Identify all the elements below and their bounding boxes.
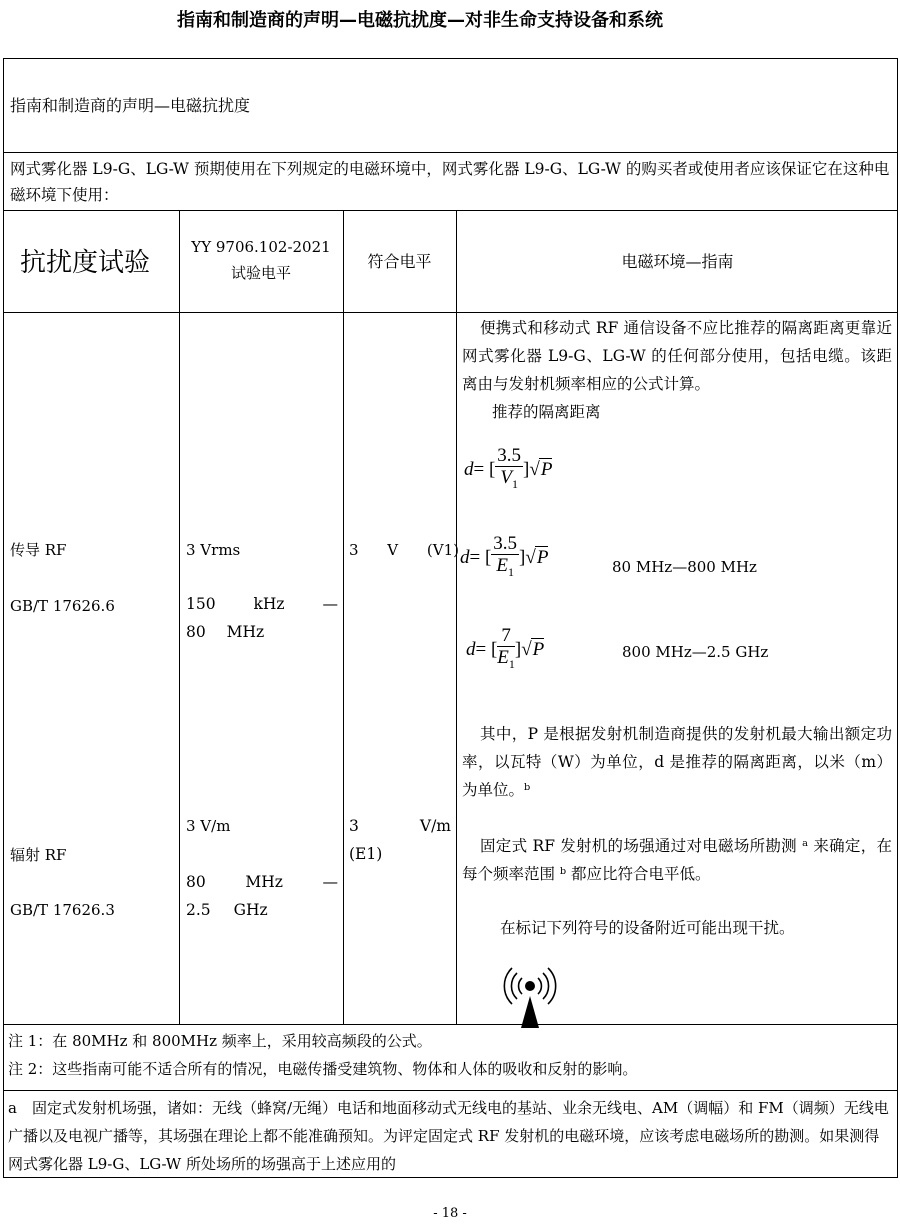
conducted-test-standard: GB/T 17626.6 [10, 597, 115, 615]
guidance-paragraph-5: 在标记下列符号的设备附近可能出现干扰。 [500, 919, 795, 937]
page-title: 指南和制造商的声明—电磁抗扰度—对非生命支持设备和系统 [177, 10, 663, 31]
radiated-compliance: 3 V/m (E1) [349, 817, 451, 863]
header-environment: 电磁环境—指南 [621, 252, 734, 271]
header-test: 抗扰度试验 [20, 248, 151, 278]
emc-table [3, 58, 898, 1178]
row-divider [3, 152, 898, 153]
formula-3-range: 800 MHz—2.5 GHz [622, 643, 769, 661]
column-divider [456, 210, 457, 1024]
conducted-level-value: 3 Vrms [186, 541, 241, 559]
note-1: 注 1：在 80MHz 和 800MHz 频率上，采用较高频段的公式。 [8, 1032, 432, 1050]
formula-1: d= [ $\frac{3.5}{V_1}$ ]√P [464, 445, 553, 491]
column-divider [343, 210, 344, 1024]
header-level: YY 9706.102-2021 试验电平 [191, 238, 331, 282]
row-divider [3, 1090, 898, 1091]
radiated-level-value: 3 V/m [186, 817, 231, 835]
guidance-paragraph-4: 固定式 RF 发射机的场强通过对电磁场所勘测 ᵃ 来确定，在每个频率范围 ᵇ 都应比符合电平低。 [462, 837, 892, 883]
table-caption: 指南和制造商的声明—电磁抗扰度 [10, 96, 251, 115]
note-2: 注 2：这些指南可能不适合所有的情况，电磁传播受建筑物、物体和人体的吸收和反射的影响。 [8, 1060, 638, 1078]
row-divider [3, 312, 898, 313]
intro-text: 网式雾化器 L9-G、LG-W 预期使用在下列规定的电磁环境中，网式雾化器 L9-G、LG-W 的购买者或使用者应该保证它在这种电磁环境下使用： [10, 160, 890, 204]
guidance-recommended-distance: 推荐的隔离距离 [492, 403, 601, 421]
row-divider [3, 1024, 898, 1025]
conducted-level-range: 150 kHz — 80 MHz [186, 595, 338, 641]
header-compliance: 符合电平 [367, 252, 432, 271]
column-divider [179, 210, 180, 1024]
conducted-compliance: 3 V (V1) [349, 541, 459, 559]
formula-2-range: 80 MHz—800 MHz [612, 558, 757, 576]
guidance-paragraph-1: 便携式和移动式 RF 通信设备不应比推荐的隔离距离更靠近网式雾化器 L9-G、LG-W 的任何部分使用，包括电缆。该距离由与发射机频率相应的公式计算。 [462, 319, 892, 393]
formula-3: d= [ $\frac{7}{E_1}$ ]√P [466, 625, 545, 671]
conducted-test-name: 传导 RF [10, 541, 67, 559]
page-number: - 18 - [433, 1206, 467, 1221]
non-ionizing-radiation-icon [496, 962, 564, 1030]
radiated-test-standard: GB/T 17626.3 [10, 901, 115, 919]
radiated-level-range: 80 MHz — 2.5 GHz [186, 873, 338, 919]
footnote-a: a 固定式发射机场强，诸如：无线（蜂窝/无绳）电话和地面移动式无线电的基站、业余无线电、AM（调幅）和 FM（调频）无线电广播以及电视广播等，其场强在理论上都不能准确预知。为评定固定式 RF 发射机的电磁环境，应该考虑电磁场所的勘测。如果测得网式雾化器 L9-G、LG-W 所处场所的场强高于上述应用的 [8, 1099, 889, 1173]
guidance-paragraph-3: 其中，P 是根据发射机制造商提供的发射机最大输出额定功率，以瓦特（W）为单位，d 是推荐的隔离距离，以米（m）为单位。ᵇ [462, 725, 892, 799]
formula-2: d= [ $\frac{3.5}{E_1}$ ]√P [460, 533, 549, 579]
row-divider [3, 210, 898, 211]
radiated-test-name: 辐射 RF [10, 846, 67, 864]
